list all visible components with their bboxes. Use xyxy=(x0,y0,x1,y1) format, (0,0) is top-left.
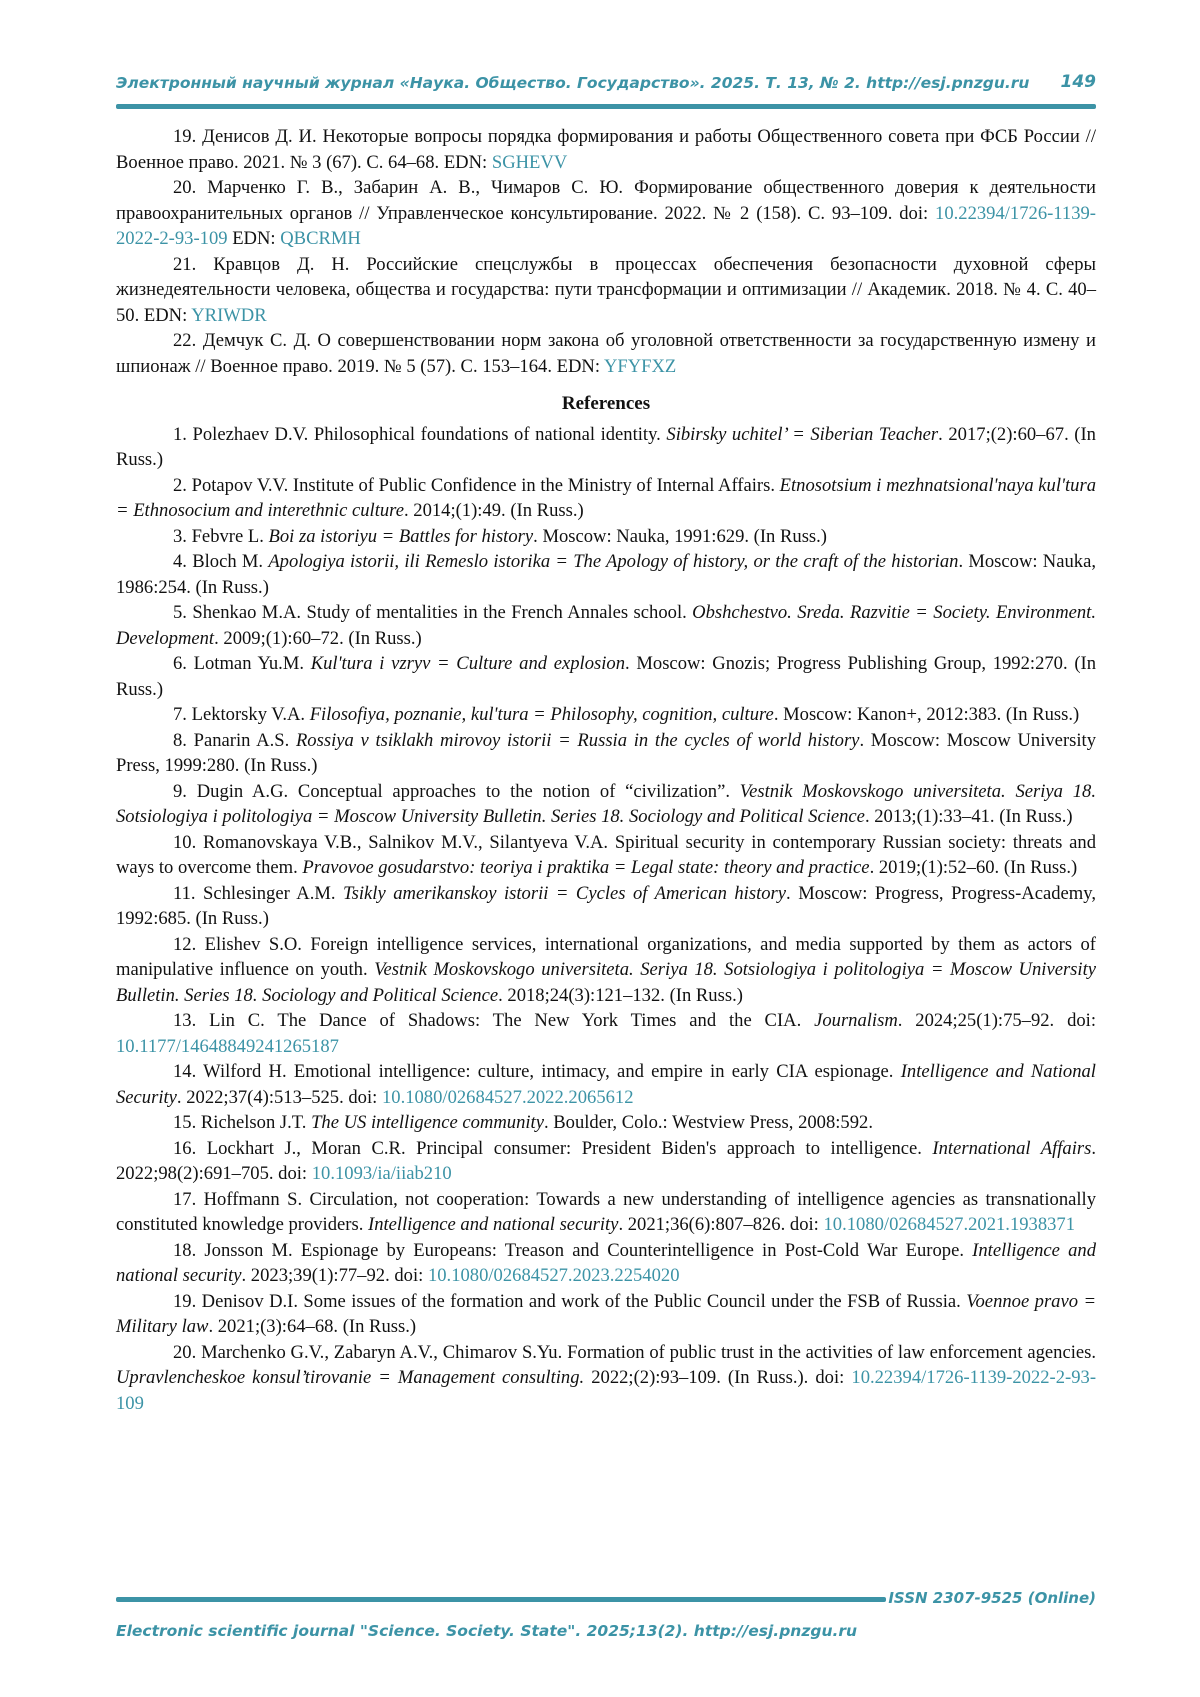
reference-source-italic: Journalism xyxy=(814,1010,898,1031)
page-body xyxy=(116,124,1096,1416)
reference-entry xyxy=(116,175,1096,252)
reference-text: 18. Jonsson M. Espionage by Europeans: Treason and Counterintelligence in Post-Cold War Europe. xyxy=(173,1239,973,1261)
reference-entry xyxy=(116,1110,1096,1136)
reference-text: 1. Polezhaev D.V. Philosophical foundations of national identity. xyxy=(173,423,667,445)
running-header xyxy=(116,70,1096,98)
reference-text: . Moscow: Kanon+, 2012:383. (In Russ.) xyxy=(773,704,1080,725)
reference-text: 2. Potapov V.V. Institute of Public Confidence in the Ministry of Internal Affairs. xyxy=(173,474,780,496)
reference-text: . 2017;(2):60–67. (In Russ.) xyxy=(116,423,1096,470)
references-heading: References xyxy=(561,393,651,414)
reference-text: . 2021;36(6):807–826. doi: xyxy=(618,1214,824,1235)
reference-text: 20. Marchenko G.V., Zabaryn A.V., Chimarov S.Yu. Formation of public trust in the activities of law enforcement agencies. xyxy=(173,1341,1096,1363)
reference-source-italic: Pravovoe gosudarstvo: teoriya i praktika = Legal state: theory and practice xyxy=(302,857,870,878)
reference-entry xyxy=(116,702,1096,728)
footer-rule xyxy=(116,1597,886,1602)
reference-source-italic: Kul'tura i vzryv = Culture and explosion xyxy=(310,653,626,674)
reference-link[interactable]: 10.22394/1726-1139-2022-2-93-109 xyxy=(116,202,1096,249)
reference-text: 8. Panarin A.S. xyxy=(173,729,296,751)
reference-source-italic: Apologiya istorii, ili Remeslo istorika = The Apology of history, or the craft of the historian xyxy=(268,551,959,572)
reference-entry xyxy=(116,1238,1096,1289)
reference-entry xyxy=(116,1059,1096,1110)
reference-source-italic: Rossiya v tsiklakh mirovoy istorii = Russia in the cycles of world history xyxy=(295,729,860,751)
reference-link[interactable]: 10.1080/02684527.2023.2254020 xyxy=(427,1265,680,1286)
reference-entry xyxy=(116,651,1096,702)
english-reference-list xyxy=(116,422,1096,1417)
reference-source-italic: Upravlencheskoe konsul’tirovanie = Management consulting. xyxy=(116,1367,585,1388)
reference-source-italic: International Affairs xyxy=(932,1137,1092,1159)
footer-issn: ISSN 2307-9525 (Online) xyxy=(888,1589,1096,1607)
reference-text: . 2023;39(1):77–92. doi: xyxy=(241,1265,428,1286)
reference-entry xyxy=(116,830,1096,881)
reference-text: 22. Демчук С. Д. О совершенствовании норм закона об уголовной ответственности за государственную измену и шпионаж // Военное право. 2019. № 5 (57). С. 153–164. EDN: xyxy=(116,330,1096,377)
page-number: 149 xyxy=(1060,72,1096,92)
reference-text: . 2018;24(3):121–132. (In Russ.) xyxy=(498,984,743,1006)
reference-link[interactable]: QBCRMH xyxy=(280,228,361,249)
reference-entry xyxy=(116,328,1096,379)
reference-source-italic: Etnosotsium i mezhnatsional'naya kul'tura = Ethnosocium and interethnic culture xyxy=(116,474,1096,521)
reference-text: . Moscow: Nauka, 1986:254. (In Russ.) xyxy=(116,551,1096,598)
reference-text: . Moscow: Gnozis; Progress Publishing Group, 1992:270. (In Russ.) xyxy=(116,653,1096,700)
reference-text: 6. Lotman Yu.M. xyxy=(173,653,311,674)
reference-entry xyxy=(116,600,1096,651)
reference-text: . 2019;(1):52–60. (In Russ.) xyxy=(869,857,1078,878)
reference-text: 14. Wilford H. Emotional intelligence: culture, intimacy, and empire in early CIA espionage. xyxy=(173,1061,901,1082)
reference-text: 19. Denisov D.I. Some issues of the formation and work of the Public Council under the FSB of Russia. xyxy=(173,1290,967,1312)
reference-entry xyxy=(116,252,1096,329)
reference-link[interactable]: 10.22394/1726-1139-2022-2-93-109 xyxy=(116,1367,1097,1414)
reference-text: . 2009;(1):60–72. (In Russ.) xyxy=(214,627,422,649)
reference-source-italic: Intelligence and National Security xyxy=(116,1061,1096,1108)
reference-text: 11. Schlesinger A.M. xyxy=(173,882,344,904)
footer-journal-title: Electronic scientific journal "Science. Society. State". 2025;13(2). http://esj.pnzgu.ru xyxy=(116,1622,858,1640)
reference-source-italic: Sibirsky uchitel’ = Siberian Teacher xyxy=(666,423,939,445)
reference-text: 20. Марченко Г. В., Забарин А. В., Чимаров С. Ю. Формирование общественного доверия к деятельности правоохранительных органов // Управленческое консультирование. 2022. № 2 (158). С. 93–109. doi: xyxy=(116,177,1096,224)
reference-text: 10. Romanovskaya V.B., Salnikov M.V., Silantyeva V.A. Spiritual security in contemporary Russian society: threats and ways to overcome them. xyxy=(116,831,1096,878)
reference-text: . Moscow: Nauka, 1991:629. (In Russ.) xyxy=(533,525,827,547)
reference-entry xyxy=(116,549,1096,600)
reference-source-italic: Boi za istoriyu = Battles for history xyxy=(268,525,534,547)
reference-source-italic: Vestnik Moskovskogo universiteta. Seriya 18. Sotsiologiya i politologiya = Moscow University Bulletin. Series 18. Sociology and Political Science xyxy=(116,780,1096,827)
reference-link[interactable]: 10.1177/14648849241265187 xyxy=(116,1035,339,1057)
reference-text: . Boulder, Colo.: Westview Press, 2008:592. xyxy=(543,1112,873,1133)
reference-text: . 2022;37(4):513–525. doi: xyxy=(176,1086,382,1108)
reference-text: 2022;(2):93–109. (In Russ.). doi: xyxy=(584,1367,852,1388)
reference-text: . Moscow: Progress, Progress-Academy, 1992:685. (In Russ.) xyxy=(116,882,1096,929)
header-rule xyxy=(116,104,1096,109)
reference-source-italic: Tsikly amerikanskoy istorii = Cycles of American history xyxy=(343,882,787,904)
reference-text: . Moscow: Moscow University Press, 1999:280. (In Russ.) xyxy=(116,729,1096,776)
reference-entry xyxy=(116,524,1096,550)
reference-source-italic: Intelligence and national security xyxy=(368,1214,619,1235)
reference-entry xyxy=(116,422,1096,473)
reference-source-italic: Voennoe pravo = Military law xyxy=(116,1290,1097,1337)
reference-text: 4. Bloch M. xyxy=(173,551,269,572)
reference-source-italic: Intelligence and national security xyxy=(116,1239,1097,1286)
reference-source-italic: Filosofiya, poznanie, kul'tura = Philosophy, cognition, culture xyxy=(309,704,774,725)
reference-entry xyxy=(116,779,1096,830)
reference-entry xyxy=(116,932,1096,1009)
reference-text: . 2021;(3):64–68. (In Russ.) xyxy=(208,1316,417,1337)
reference-entry xyxy=(116,1187,1096,1238)
reference-text: . 2013;(1):33–41. (In Russ.) xyxy=(864,806,1073,827)
reference-entry xyxy=(116,881,1096,932)
reference-entry xyxy=(116,728,1096,779)
reference-text: 3. Febvre L. xyxy=(173,525,269,547)
reference-text: 9. Dugin A.G. Conceptual approaches to the notion of “civilization”. xyxy=(173,780,740,802)
reference-link[interactable]: YRIWDR xyxy=(191,304,267,326)
reference-text: 17. Hoffmann S. Circulation, not cooperation: Towards a new understanding of intelligence agencies as transnationally constituted knowledge providers. xyxy=(116,1188,1096,1235)
reference-source-italic: Obshchestvo. Sreda. Razvitie = Society. Environment. Development xyxy=(116,602,1096,649)
reference-entry xyxy=(116,124,1096,175)
reference-link[interactable]: 10.1080/02684527.2021.1938371 xyxy=(823,1214,1076,1235)
reference-text: 15. Richelson J.T. xyxy=(173,1112,312,1133)
reference-entry xyxy=(116,1289,1096,1340)
reference-entry xyxy=(116,473,1096,524)
reference-text: . 2014;(1):49. (In Russ.) xyxy=(403,500,584,521)
russian-reference-list xyxy=(116,124,1096,379)
reference-text: 21. Кравцов Д. Н. Российские спецслужбы в процессах обеспечения безопасности духовной сферы жизнедеятельности человека, общества и государства: пути трансформации и оптимизации // Академик. 2018. № 4. С. 40–50. EDN: xyxy=(116,253,1096,326)
reference-link[interactable]: YFYFXZ xyxy=(603,355,677,377)
reference-text: 5. Shenkao M.A. Study of mentalities in the French Annales school. xyxy=(173,602,693,623)
reference-link[interactable]: 10.1080/02684527.2022.2065612 xyxy=(381,1086,634,1108)
reference-source-italic: Vestnik Moskovskogo universiteta. Seriya 18. Sotsiologiya i politologiya = Moscow University Bulletin. Series 18. Sociology and Political Science xyxy=(116,959,1097,1006)
reference-text: . 2022;98(2):691–705. doi: xyxy=(116,1137,1096,1184)
reference-text: 12. Elishev S.O. Foreign intelligence services, international organizations, and media supported by them as actors of manipulative influence on youth. xyxy=(116,933,1096,980)
reference-link[interactable]: SGHEVV xyxy=(491,151,568,173)
reference-text: 7. Lektorsky V.A. xyxy=(173,704,310,725)
reference-entry xyxy=(116,1136,1096,1187)
reference-text: 19. Денисов Д. И. Некоторые вопросы порядка формирования и работы Общественного совета при ФСБ России // Военное право. 2021. № 3 (67). С. 64–68. EDN: xyxy=(116,126,1096,173)
reference-text: 16. Lockhart J., Moran C.R. Principal consumer: President Biden's approach to intelligence. xyxy=(173,1137,933,1159)
reference-entry xyxy=(116,1008,1096,1059)
reference-link[interactable]: 10.1093/ia/iiab210 xyxy=(311,1163,452,1184)
reference-entry xyxy=(116,1340,1096,1417)
reference-text: EDN: xyxy=(227,228,281,249)
reference-text: 13. Lin C. The Dance of Shadows: The New York Times and the CIA. xyxy=(173,1010,815,1031)
reference-text: . 2024;25(1):75–92. doi: xyxy=(897,1010,1096,1031)
journal-header-title: Электронный научный журнал «Наука. Общество. Государство». 2025. Т. 13, № 2. http://esj.pnzgu.ru xyxy=(116,74,1030,92)
reference-source-italic: The US intelligence community xyxy=(311,1112,544,1133)
